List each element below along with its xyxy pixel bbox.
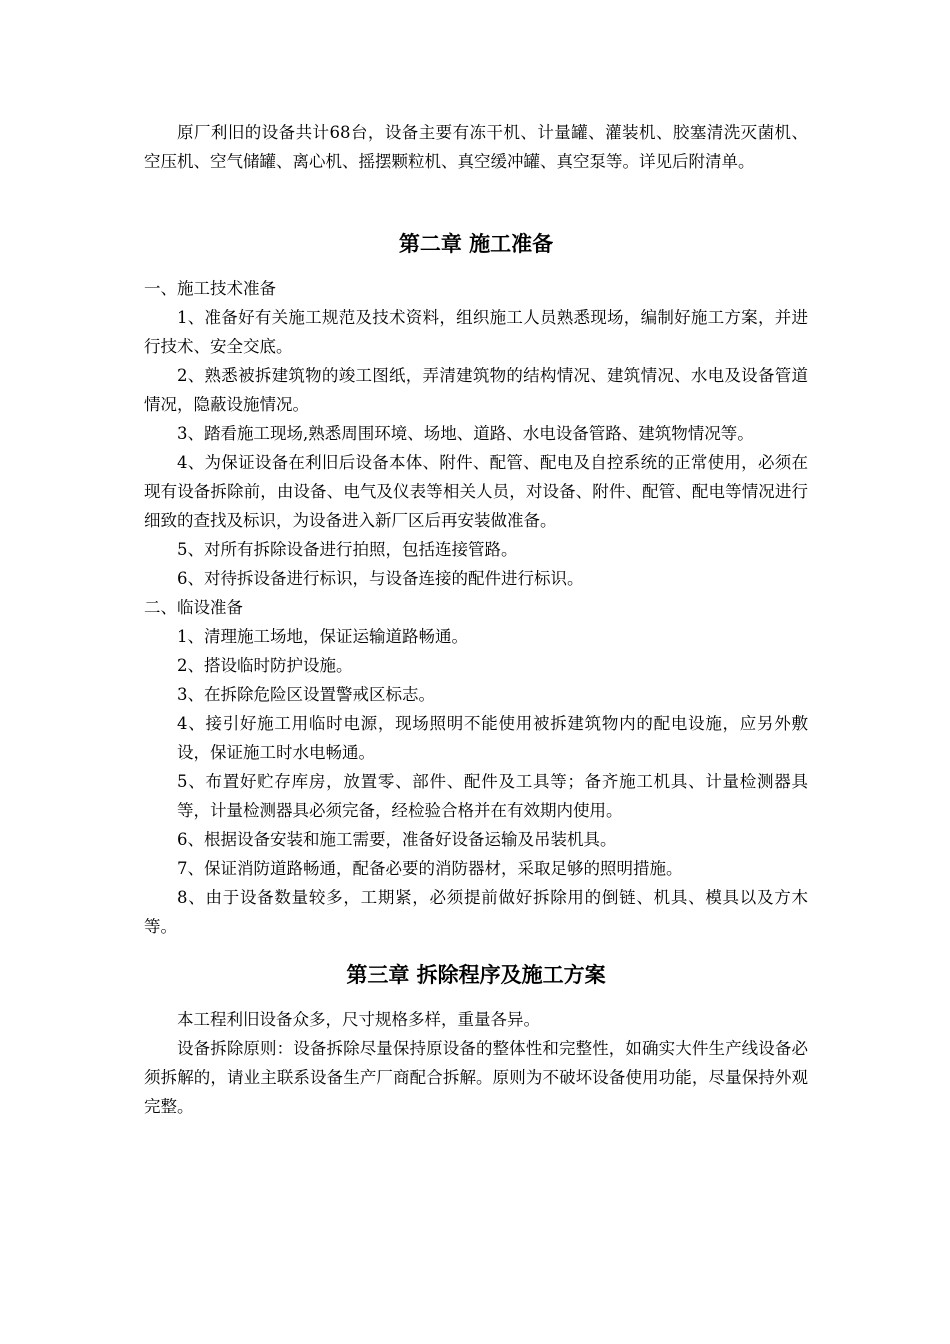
section-heading-technical-prep: 一、施工技术准备 [144,279,276,298]
chapter-3-paragraph: 设备拆除原则：设备拆除尽量保持原设备的整体性和完整性，如确实大件生产线设备必须拆解的，请业主联系设备生产厂商配合拆解。原则为不破坏设备使用功能，尽量保持外观完整。 [144,1039,808,1116]
list-item: 2、熟悉被拆建筑物的竣工图纸，弄清建筑物的结构情况、建筑情况、水电及设备管道情况，隐蔽设施情况。 [144,366,808,414]
list-item: 4、接引好施工用临时电源，现场照明不能使用被拆建筑物内的配电设施，应另外敷设，保证施工时水电畅通。 [177,714,808,762]
list-item: 5、布置好贮存库房，放置零、部件、配件及工具等；备齐施工机具、计量检测器具等，计量检测器具必须完备，经检验合格并在有效期内使用。 [177,772,808,820]
list-item: 1、准备好有关施工规范及技术资料，组织施工人员熟悉现场，编制好施工方案，并进行技术、安全交底。 [144,308,808,356]
list-item: 3、踏看施工现场,熟悉周围环境、场地、道路、水电设备管路、建筑物情况等。 [177,424,754,443]
list-item: 3、在拆除危险区设置警戒区标志。 [177,685,435,704]
list-item: 6、对待拆设备进行标识，与设备连接的配件进行标识。 [177,569,584,588]
list-item: 6、根据设备安装和施工需要，准备好设备运输及吊装机具。 [177,830,617,849]
list-item: 7、保证消防道路畅通，配备必要的消防器材，采取足够的照明措施。 [177,859,683,878]
section-heading-temporary-facilities: 二、临设准备 [144,598,243,617]
chapter-3-title: 第三章 拆除程序及施工方案 [346,963,606,987]
chapter-2-title: 第二章 施工准备 [398,232,554,256]
list-item: 4、为保证设备在利旧后设备本体、附件、配管、配电及自控系统的正常使用，必须在现有设备拆除前，由设备、电气及仪表等相关人员，对设备、附件、配管、配电等情况进行细致的查找及标识，为设备进入新厂区后再安装做准备。 [144,453,808,530]
chapter-3-section [144,959,808,1121]
list-item: 8、由于设备数量较多，工期紧，必须提前做好拆除用的倒链、机具、模具以及方木等。 [144,888,808,936]
spacer [144,176,808,228]
chapter-3-paragraph: 本工程利旧设备众多，尺寸规格多样，重量各异。 [177,1010,540,1029]
list-item: 1、清理施工场地，保证运输道路畅通。 [177,627,468,646]
intro-paragraph: 原厂利旧的设备共计68台，设备主要有冻干机、计量罐、灌装机、胶塞清洗灭菌机、空压机、空气储罐、离心机、摇摆颗粒机、真空缓冲罐、真空泵等。详见后附清单。 [144,123,808,171]
document-page [144,118,808,1121]
list-item: 5、对所有拆除设备进行拍照，包括连接管路。 [177,540,518,559]
list-item: 2、搭设临时防护设施。 [177,656,353,675]
